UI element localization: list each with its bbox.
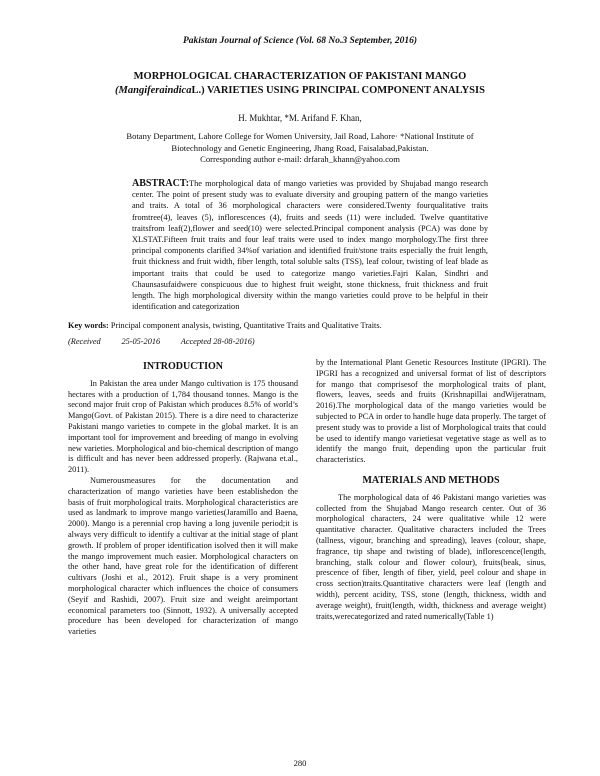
introduction-heading: INTRODUCTION <box>142 361 223 372</box>
authors: H. Mukhtar, *M. Arifand F. Khan, <box>238 113 362 123</box>
methods-paragraph-1: The morphological data of 46 Pakistani mango varieties was collected from the Shujabad Mango research center. Out of 36 morphological characters, 24 were qualitative while 12 were quantitative character. Qualitative characters included the Trees (tallness, vigour, branching and spreading), leaves (colour, shape, fragrance, tip shape and twisting of blade), inflorescence(length, branching, stalk colour and flower colour), fruits(beak, sinus, prescence of fiber, length of fiber, yield, peel colour and shape in cross section)traits.Quantitative characters were leaf (length and width), percent acidity, TSS, stone (length, thickness, width and average weight), fruit(length, width, thickness and average weight) traits,werecategorized and rated numerically(Table 1) <box>316 492 546 621</box>
abstract-label: ABSTRACT: <box>132 178 190 189</box>
right-column <box>316 358 546 622</box>
title-line-1: MORPHOLOGICAL CHARACTERIZATION OF PAKISTANI MANGO <box>133 71 467 82</box>
keywords-text: Principal component analysis, twisting, Quantitative Traits and Qualitative Traits. <box>110 321 382 330</box>
intro-paragraph-1: In Pakistan the area under Mango cultivation is 175 thousand hectares with a production of 1,784 thousand tonnes. Mango is the second major fruit crop of Pakistan which produces 8.5% of world’s Mango(Govt. of Pakistan 2015). There is a dire need to characterize Pakistani mango varieties to compete in the global market. It is an important tool for improvement and breeding of mango in evolving new varieties. Morphological and bio-chemical description of mango is difficult and has never been addressed properly. (Rajwana et.al., 2011). <box>68 378 298 475</box>
abstract-text: The morphological data of mango varieties was provided by Shujabad mango research center. The point of present study was to evaluate diversity and grouping pattern of the mango varieties and traits. A total of 36 morphological characters were considered.Twenty fourqualitative traits fromtree(4), leaves (5), inflorescences (4), fruits and seeds (11) were included. Twelve quantitative traitsfrom leaf(2),flower and seed(10) were selected.Principal component analysis (PCA) was done by XLSTAT.Fifteen fruit traits and four leaf traits were used to index mango morphology.The first three principal components clarified 34%of variation and identified fruit/stone traits especially the fruit length, fruit thickness and fruit width, fiber length, total soluble salts (TSS), leaf colour, twisting of leaf blade as important traits that could be used to categorize mango varieties.Fajri Kalan, Sindhri and Chaunsasufaidwere conspicuous due to highest fruit weight, stone thickness, fruit thickness and fruit length. The high morphological diversity within the mango varieties could prove to be helpful in their identification and categorization <box>132 179 488 312</box>
paper-title <box>40 70 560 98</box>
keywords-label: Key words: <box>68 321 109 330</box>
keywords <box>68 320 538 331</box>
title-line-2-rest: L.) VARIETIES USING PRINCIPAL COMPONENT ANALYSIS <box>191 85 485 96</box>
title-species: (Mangiferaindica <box>115 85 192 96</box>
received-dates: (Received 25-05-2016 Accepted 28-08-2016) <box>68 337 255 346</box>
left-column <box>68 362 298 638</box>
affiliation-2: Corresponding author e-mail: drfarah_khann@yahoo.com <box>200 154 400 164</box>
affiliation-1: Botany Department, Lahore College for Women University, Jail Road, Lahore· *National Institute of Biotechnology and Genetic Engineering, Jhang Road, Faisalabad,Pakistan. <box>126 131 474 153</box>
abstract <box>132 178 488 312</box>
title-line-2 <box>40 84 560 98</box>
affiliations <box>120 131 480 166</box>
intro-paragraph-2: Numerousmeasures for the documentation and characterization of mango varieties have been establishedon the basis of fruit morphological traits. Morphological characteristics are used as landmark to improve mango varieties(Jaramillo and Baena, 2000). Mango is a perennial crop having a long juvenile period;it is always very difficult to identify a cultivar at the initial stage of plant growth. If problem of proper identification isolved then it will make the mango improvement much easier. Morphological characters on the other hand, have great role for the identification of different cultivars (Joshi et al., 2012). Fruit shape is a very prominent morphological character which influences the choice of consumers (Seyif and Rashidi, 2007). Fruit size and weight areimportant economical parameters too (Sinnott, 1932). A universally accepted procedure has been developed for characterization of mango varieties <box>68 475 298 637</box>
page-number: 280 <box>293 758 307 768</box>
journal-header: Pakistan Journal of Science (Vol. 68 No.3 September, 2016) <box>182 36 418 46</box>
right-paragraph-1: by the International Plant Genetic Resources Institute (IPGRI). The IPGRI has a recognized and universal format of list of descriptors for mango that comprisesof the morphological traits of plant, flowers, leaves, seeds and fruits (Krishnapillai andWijeratnam, 2016).The morphological data of the mango varieties would be subjected to PCA in order to handle huge data properly. The target of present study was to provide a list of Morphological traits that could be used to identify mango varietiesat vegetative stage as well as to identify the mango fruit, depending upon the particular fruit characteristics. <box>316 358 546 465</box>
methods-heading: MATERIALS AND METHODS <box>362 474 500 486</box>
